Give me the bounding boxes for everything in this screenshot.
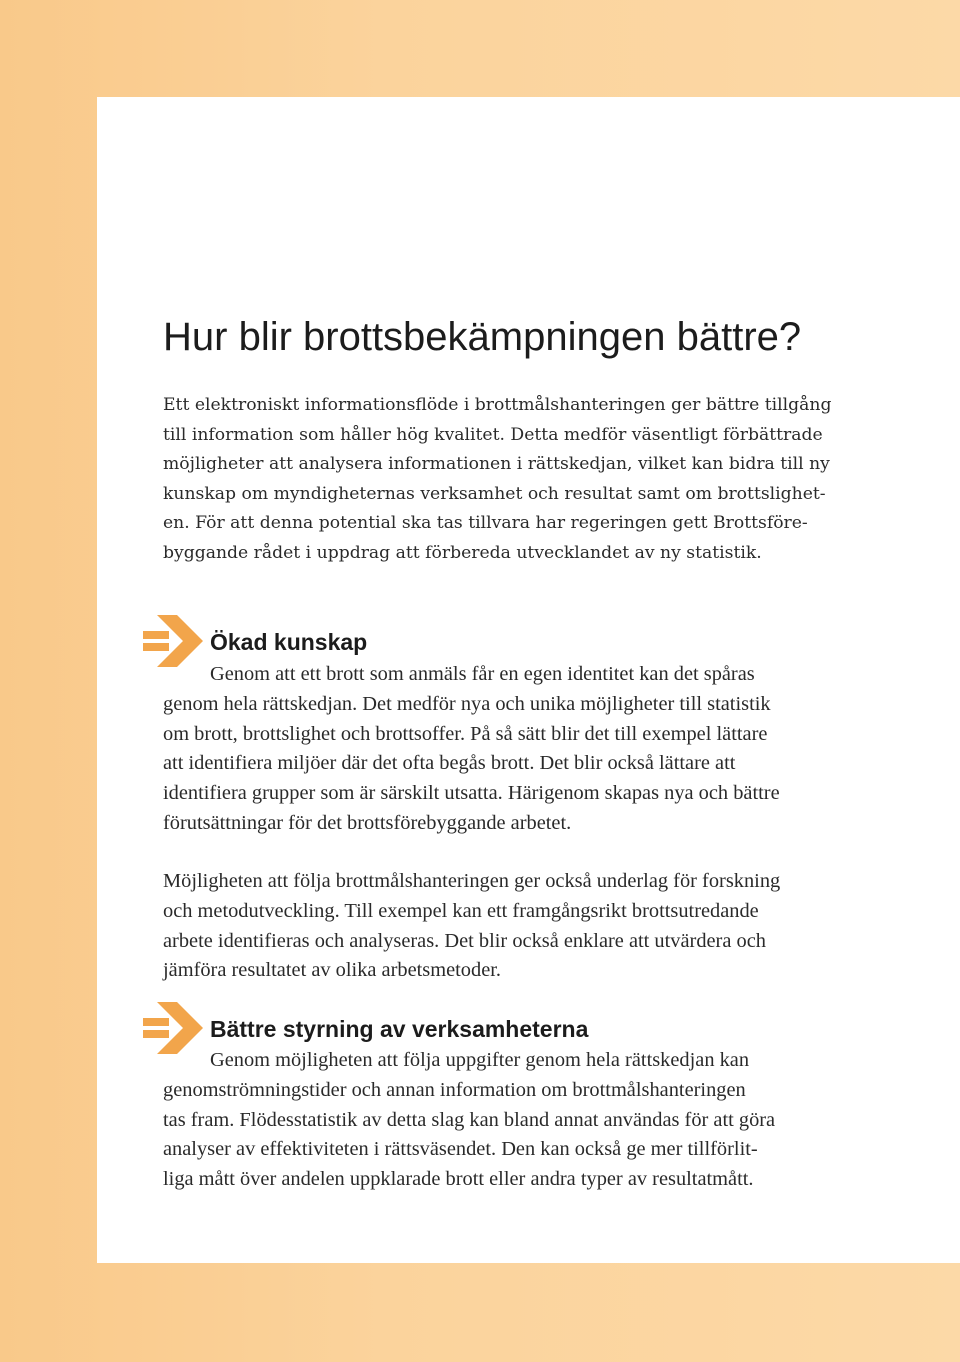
intro-paragraph — [163, 391, 883, 569]
text-line: att identifiera miljöer där det ofta begås brott. Det blir också lättare att — [163, 752, 736, 775]
text-line: till information som håller hög kvalitet. Detta medför väsentligt förbättrade — [163, 424, 823, 445]
text-line: tas fram. Flödesstatistik av detta slag kan bland annat användas för att göra — [163, 1108, 776, 1131]
text-line: Möjligheten att följa brottmålshanteringen ger också underlag för forskning — [163, 870, 781, 892]
section-body-battre-styrning — [163, 1046, 863, 1195]
text-line: möjligheter att analysera informationen i rättskedjan, vilket kan bidra till ny — [163, 454, 830, 475]
page-title: Hur blir brottsbekämpningen bättre? — [163, 315, 802, 359]
text-line: jämföra resultatet av olika arbetsmetoder. — [163, 959, 502, 982]
text-line: och metodutveckling. Till exempel kan ett framgångsrikt brottsutredande — [163, 899, 759, 922]
text-line: genom hela rättskedjan. Det medför nya och unika möjligheter till statistik — [163, 692, 771, 715]
text-line: kunskap om myndigheternas verksamhet och resultat samt om brottslighet- — [163, 483, 826, 504]
text-line: om brott, brottslighet och brottsoffer. På så sätt blir det till exempel lättare — [163, 722, 768, 745]
text-line: byggande rådet i uppdrag att förbereda utvecklandet av ny statistik. — [163, 542, 762, 563]
section-heading-okad-kunskap: Ökad kunskap — [210, 629, 368, 655]
document-page — [97, 97, 960, 1263]
text-line: arbete identifieras och analyseras. Det blir också enklare att utvärdera och — [163, 929, 766, 952]
text-line: Genom möjligheten att följa uppgifter genom hela rättskedjan kan — [210, 1049, 750, 1071]
text-line: förutsättningar för det brottsförebyggande arbetet. — [163, 811, 572, 834]
text-line: en. För att denna potential ska tas tillvara har regeringen gett Brottsföre- — [163, 513, 808, 534]
section-heading-battre-styrning: Bättre styrning av verksamheterna — [210, 1016, 589, 1042]
text-line: analyser av effektiviteten i rättsväsendet. Den kan också ge mer tillförlit- — [163, 1138, 758, 1161]
text-line: liga mått över andelen uppklarade brott eller andra typer av resultatmått. — [163, 1168, 754, 1191]
text-line: Genom att ett brott som anmäls får en egen identitet kan det spåras — [210, 663, 755, 685]
text-line: identifiera grupper som är särskilt utsatta. Härigenom skapas nya och bättre — [163, 782, 780, 805]
text-line: Ett elektroniskt informationsflöde i brottmålshanteringen ger bättre tillgång — [163, 395, 832, 415]
text-line: genomströmningstider och annan information om brottmålshanteringen — [163, 1078, 746, 1101]
middle-paragraph — [163, 867, 863, 986]
section-body-okad-kunskap — [163, 660, 863, 839]
